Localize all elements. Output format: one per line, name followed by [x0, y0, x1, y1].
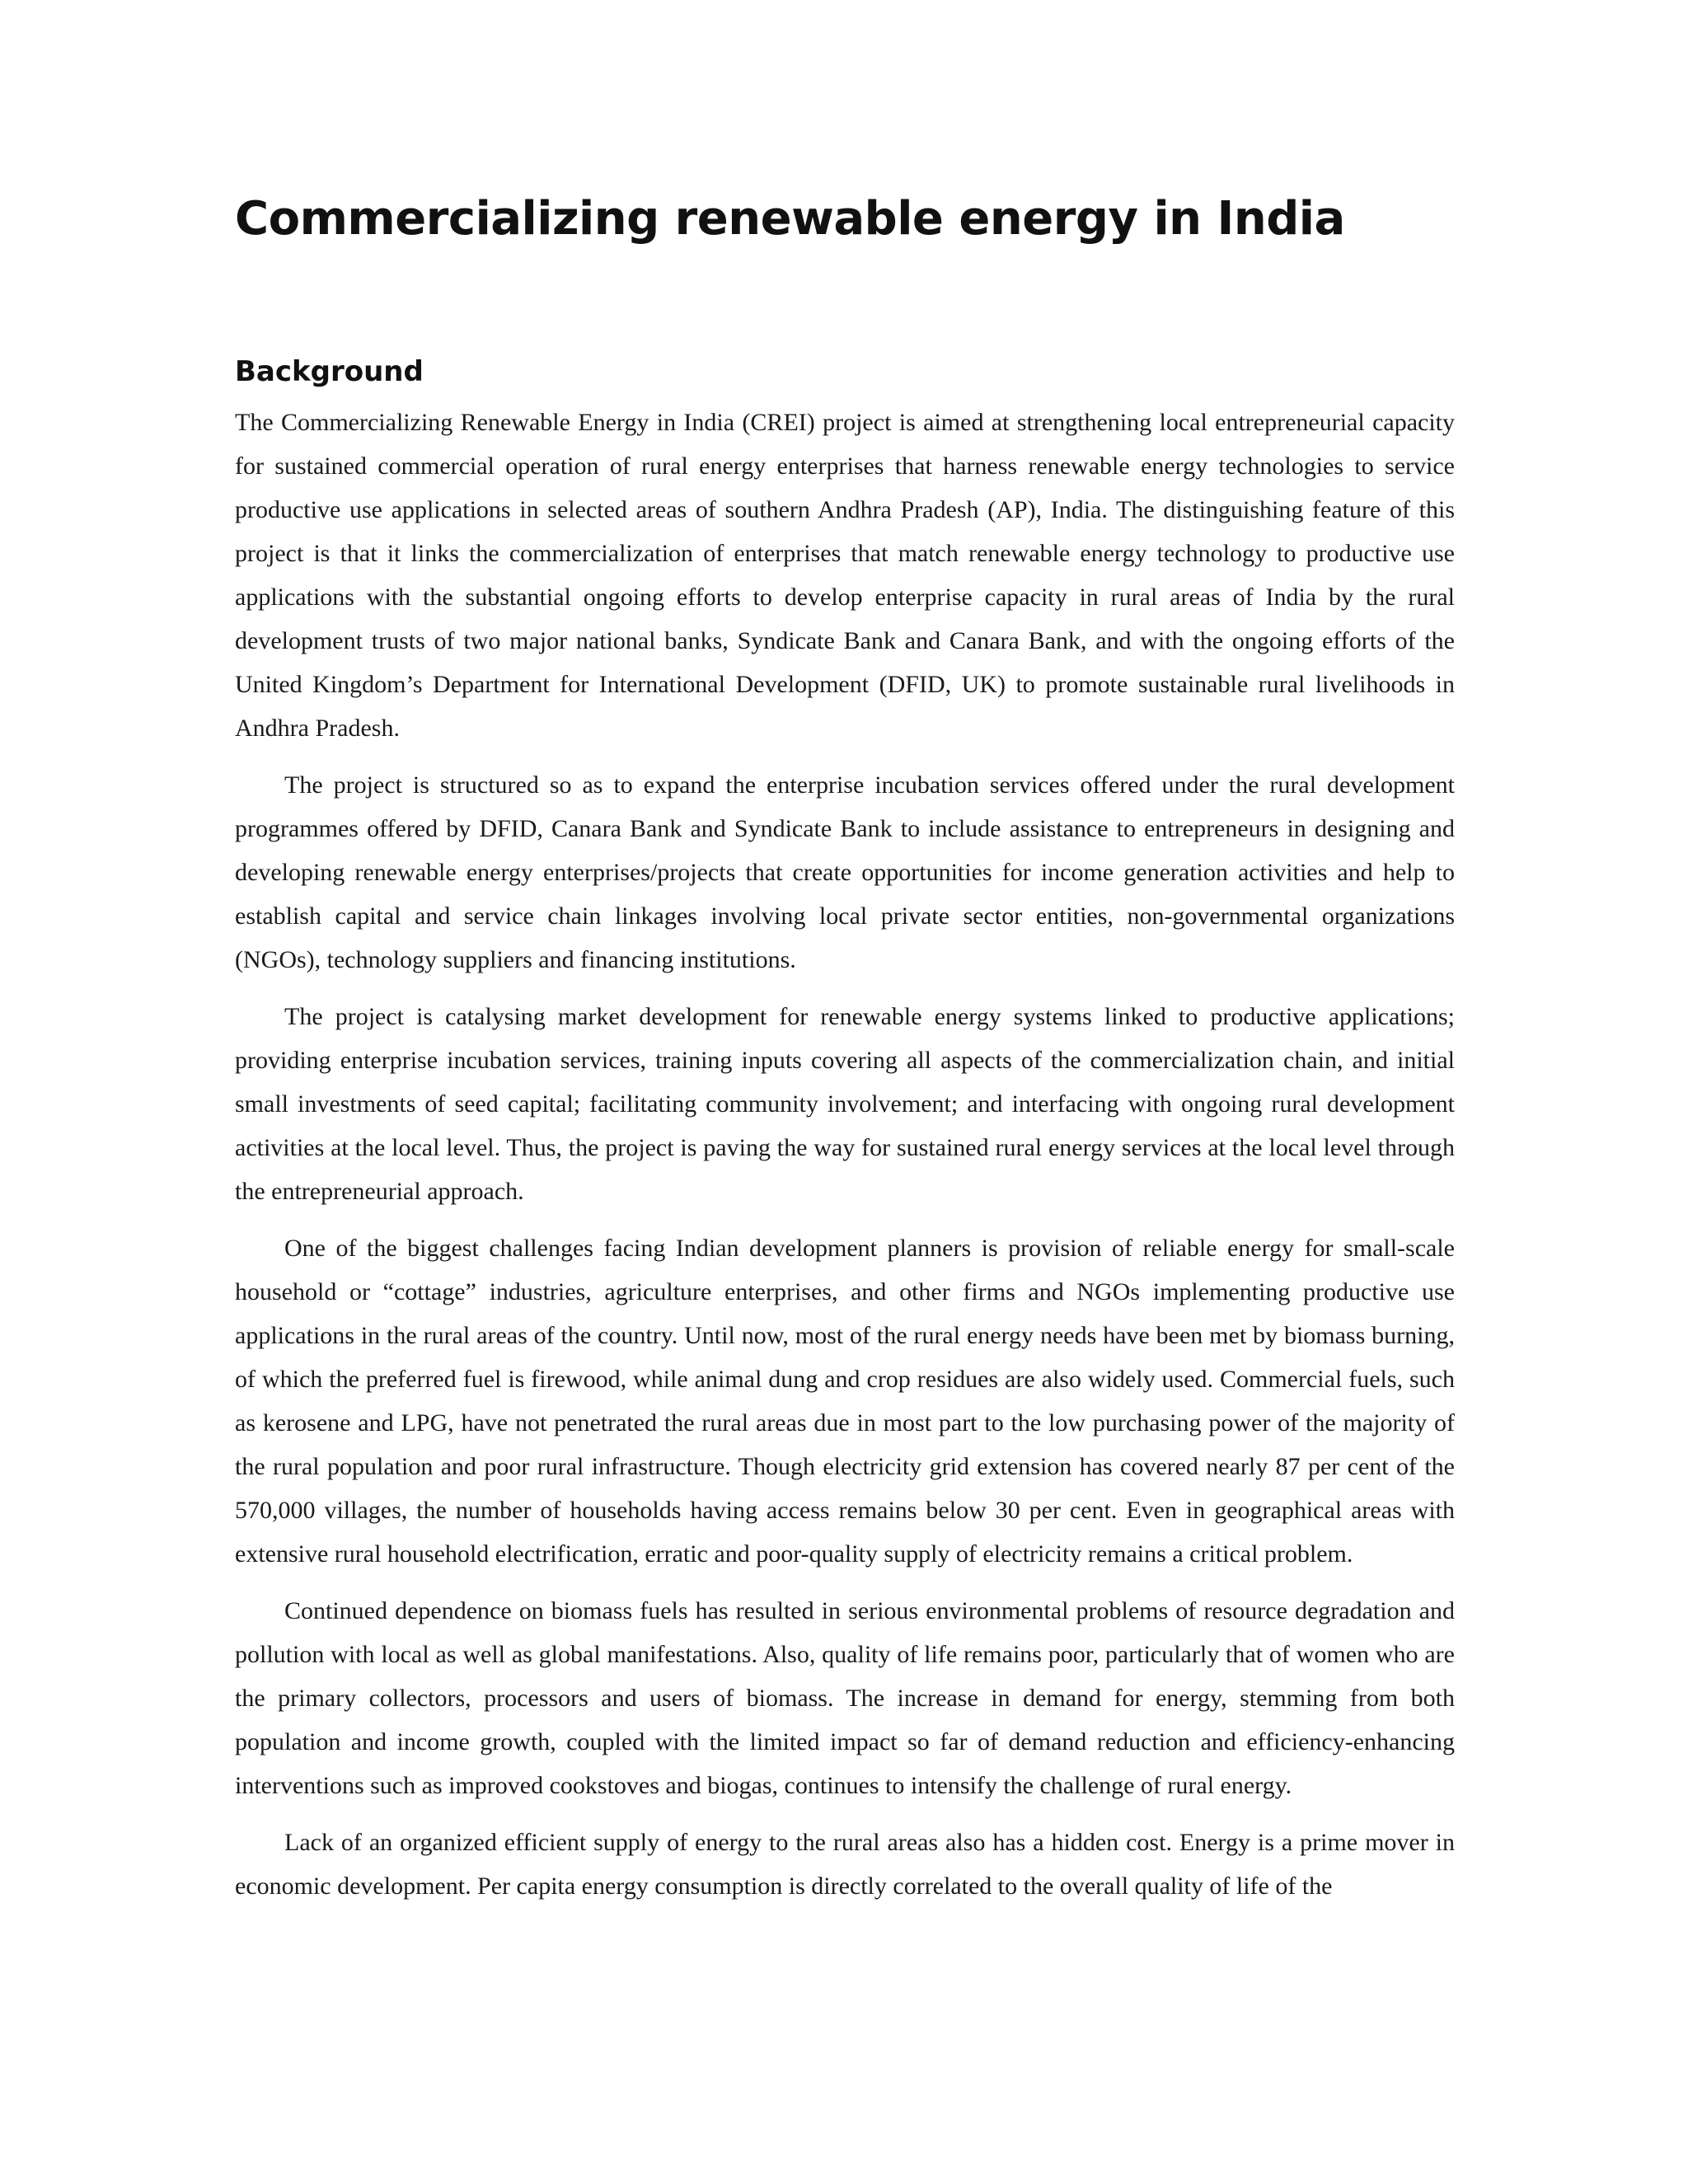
paragraph-1: The Commercializing Renewable Energy in India (CREI) project is aimed at strengthening local entrepreneurial capacity for sustained commercial operation of rural energy enterprises that harness renewable energy technologies to service productive use applications in selected areas of southern Andhra Pradesh (AP), India. The distinguishing feature of this project is that it links the commercialization of enterprises that match renewable energy technology to productive use applications with the substantial ongoing efforts to develop enterprise capacity in rural areas of India by the rural development trusts of two major national banks, Syndicate Bank and Canara Bank, and with the ongoing efforts of the United Kingdom’s Department for International Development (DFID, UK) to promote sustainable rural livelihoods in Andhra Pradesh.	[235, 409, 1455, 742]
page-content	[235, 191, 1455, 1921]
document-title: Commercializing renewable energy in India	[235, 192, 1345, 246]
paragraph-3: The project is catalysing market development for renewable energy systems linked to productive applications; providing enterprise incubation services, training inputs covering all aspects of the commercialization chain, and initial small investments of seed capital; facilitating community involvement; and interfacing with ongoing rural development activities at the local level. Thus, the project is paving the way for sustained rural energy services at the local level through the entrepreneurial approach.	[235, 1003, 1455, 1205]
paragraph-5: Continued dependence on biomass fuels has resulted in serious environmental problems of resource degradation and pollution with local as well as global manifestations. Also, quality of life remains poor, particularly that of women who are the primary collectors, processors and users of biomass. The increase in demand for energy, stemming from both population and income growth, coupled with the limited impact so far of demand reduction and efficiency-enhancing interventions such as improved cookstoves and biogas, continues to intensify the challenge of rural energy.	[235, 1597, 1455, 1799]
paragraph-2: The project is structured so as to expand the enterprise incubation services offered under the rural development programmes offered by DFID, Canara Bank and Syndicate Bank to include assistance to entrepreneurs in designing and developing renewable energy enterprises/projects that create opportunities for income generation activities and help to establish capital and service chain linkages involving local private sector entities, non-governmental organizations (NGOs), technology suppliers and financing institutions.	[235, 771, 1455, 973]
paragraph-4: One of the biggest challenges facing Indian development planners is provision of reliable energy for small-scale household or “cottage” industries, agriculture enterprises, and other firms and NGOs implementing productive use applications in the rural areas of the country. Until now, most of the rural energy needs have been met by biomass burning, of which the preferred fuel is firewood, while animal dung and crop residues are also widely used. Commercial fuels, such as kerosene and LPG, have not penetrated the rural areas due in most part to the low purchasing power of the majority of the rural population and poor rural infrastructure. Though electricity grid extension has covered nearly 87 per cent of the 570,000 villages, the number of households having access remains below 30 per cent. Even in geographical areas with extensive rural household electrification, erratic and poor-quality supply of electricity remains a critical problem.	[235, 1235, 1455, 1568]
section-heading-background: Background	[235, 355, 424, 388]
section-body	[235, 401, 1455, 1908]
paragraph-6: Lack of an organized efficient supply of energy to the rural areas also has a hidden cost. Energy is a prime mover in economic development. Per capita energy consumption is directly correlated to the overall quality of life of the	[235, 1829, 1455, 1900]
